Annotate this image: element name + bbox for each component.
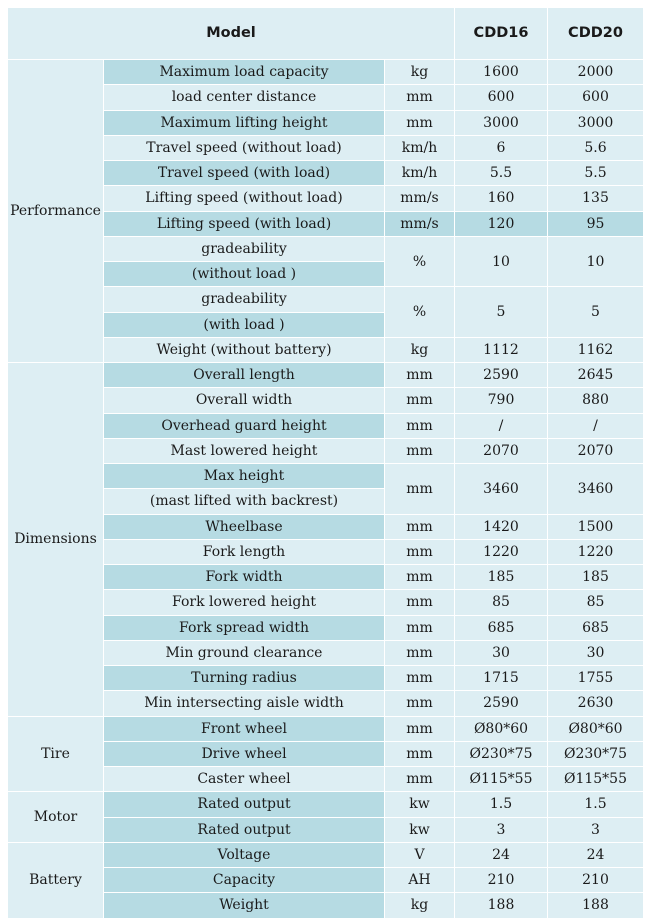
row-value-cdd16: 3460 bbox=[455, 464, 548, 515]
group-dimensions: Dimensions bbox=[8, 363, 104, 717]
table-row bbox=[8, 413, 644, 438]
row-value-cdd20: 135 bbox=[548, 186, 644, 211]
row-value-cdd16: 1715 bbox=[455, 666, 548, 691]
row-value-cdd16: 2070 bbox=[455, 438, 548, 463]
row-label-line1: gradeability bbox=[104, 287, 385, 312]
row-unit: kw bbox=[385, 817, 455, 842]
row-value-cdd16: 1112 bbox=[455, 337, 548, 362]
row-unit: mm bbox=[385, 666, 455, 691]
row-value-cdd20: 2070 bbox=[548, 438, 644, 463]
row-value-cdd20: Ø115*55 bbox=[548, 767, 644, 792]
row-value-cdd20: 95 bbox=[548, 211, 644, 236]
row-unit: mm bbox=[385, 615, 455, 640]
group-tire: Tire bbox=[8, 716, 104, 792]
row-label: Overall length bbox=[104, 363, 385, 388]
row-value-cdd16: 3 bbox=[455, 817, 548, 842]
row-unit: kg bbox=[385, 60, 455, 85]
row-label: Overall width bbox=[104, 388, 385, 413]
row-value-cdd16: 685 bbox=[455, 615, 548, 640]
row-value-cdd16: 120 bbox=[455, 211, 548, 236]
table-row bbox=[8, 590, 644, 615]
row-label: Wheelbase bbox=[104, 514, 385, 539]
table-row bbox=[8, 893, 644, 918]
row-unit: mm bbox=[385, 767, 455, 792]
row-label: Maximum load capacity bbox=[104, 60, 385, 85]
row-value-cdd20: 188 bbox=[548, 893, 644, 918]
row-value-cdd20: 1755 bbox=[548, 666, 644, 691]
row-value-cdd16: 1600 bbox=[455, 60, 548, 85]
table-row bbox=[8, 135, 644, 160]
row-value-cdd20: 5.6 bbox=[548, 135, 644, 160]
group-performance: Performance bbox=[8, 60, 104, 363]
row-unit: mm bbox=[385, 85, 455, 110]
row-label: Travel speed (with load) bbox=[104, 161, 385, 186]
row-label: Rated output bbox=[104, 792, 385, 817]
row-label: Fork lowered height bbox=[104, 590, 385, 615]
row-value-cdd16: 1.5 bbox=[455, 792, 548, 817]
table-row bbox=[8, 211, 644, 236]
row-value-cdd16: 790 bbox=[455, 388, 548, 413]
row-value-cdd16: 3000 bbox=[455, 110, 548, 135]
spec-table bbox=[7, 7, 644, 919]
row-unit: mm bbox=[385, 539, 455, 564]
row-value-cdd20: 1500 bbox=[548, 514, 644, 539]
row-unit: mm bbox=[385, 438, 455, 463]
row-unit: V bbox=[385, 842, 455, 867]
row-unit: mm bbox=[385, 110, 455, 135]
row-unit: mm bbox=[385, 388, 455, 413]
row-unit: km/h bbox=[385, 135, 455, 160]
row-value-cdd20: 24 bbox=[548, 842, 644, 867]
table-row bbox=[8, 691, 644, 716]
row-value-cdd20: 5 bbox=[548, 287, 644, 338]
row-label: Min ground clearance bbox=[104, 640, 385, 665]
row-unit: kw bbox=[385, 792, 455, 817]
table-row bbox=[8, 539, 644, 564]
row-value-cdd20: 185 bbox=[548, 565, 644, 590]
table-row bbox=[8, 186, 644, 211]
row-label: Caster wheel bbox=[104, 767, 385, 792]
row-unit: mm bbox=[385, 363, 455, 388]
row-unit: % bbox=[385, 236, 455, 287]
table-row bbox=[8, 792, 644, 817]
row-unit: mm bbox=[385, 590, 455, 615]
row-unit: mm/s bbox=[385, 211, 455, 236]
row-value-cdd20: 5.5 bbox=[548, 161, 644, 186]
table-row bbox=[8, 236, 644, 261]
row-value-cdd16: 2590 bbox=[455, 363, 548, 388]
row-unit: AH bbox=[385, 868, 455, 893]
row-label-line1: Max height bbox=[104, 464, 385, 489]
row-label: Voltage bbox=[104, 842, 385, 867]
row-value-cdd20: 3000 bbox=[548, 110, 644, 135]
row-value-cdd20: 600 bbox=[548, 85, 644, 110]
row-value-cdd16: 160 bbox=[455, 186, 548, 211]
row-unit: kg bbox=[385, 893, 455, 918]
row-label: Fork length bbox=[104, 539, 385, 564]
table-row bbox=[8, 363, 644, 388]
row-value-cdd20: 30 bbox=[548, 640, 644, 665]
row-value-cdd16: 1420 bbox=[455, 514, 548, 539]
row-value-cdd20: Ø230*75 bbox=[548, 741, 644, 766]
row-value-cdd16: 188 bbox=[455, 893, 548, 918]
row-value-cdd16: 6 bbox=[455, 135, 548, 160]
row-value-cdd20: Ø80*60 bbox=[548, 716, 644, 741]
row-unit: kg bbox=[385, 337, 455, 362]
row-value-cdd16: 85 bbox=[455, 590, 548, 615]
model-b-header: CDD20 bbox=[548, 8, 644, 60]
table-row bbox=[8, 767, 644, 792]
table-row bbox=[8, 85, 644, 110]
table-row bbox=[8, 817, 644, 842]
table-row bbox=[8, 640, 644, 665]
row-value-cdd16: Ø230*75 bbox=[455, 741, 548, 766]
group-motor: Motor bbox=[8, 792, 104, 843]
row-label: Turning radius bbox=[104, 666, 385, 691]
row-label: Drive wheel bbox=[104, 741, 385, 766]
row-unit: mm bbox=[385, 716, 455, 741]
row-label: Weight bbox=[104, 893, 385, 918]
row-label-line2: (mast lifted with backrest) bbox=[104, 489, 385, 514]
row-value-cdd20: 880 bbox=[548, 388, 644, 413]
row-value-cdd20: 3460 bbox=[548, 464, 644, 515]
row-value-cdd16: 5 bbox=[455, 287, 548, 338]
table-row bbox=[8, 388, 644, 413]
row-value-cdd16: 5.5 bbox=[455, 161, 548, 186]
row-value-cdd20: 85 bbox=[548, 590, 644, 615]
row-value-cdd16: 10 bbox=[455, 236, 548, 287]
row-label: Capacity bbox=[104, 868, 385, 893]
header-row bbox=[8, 8, 644, 60]
table-row bbox=[8, 716, 644, 741]
row-value-cdd16: 30 bbox=[455, 640, 548, 665]
table-row bbox=[8, 666, 644, 691]
row-label: Front wheel bbox=[104, 716, 385, 741]
table-row bbox=[8, 337, 644, 362]
table-row bbox=[8, 615, 644, 640]
table-row bbox=[8, 565, 644, 590]
row-value-cdd16: Ø80*60 bbox=[455, 716, 548, 741]
row-value-cdd16: 185 bbox=[455, 565, 548, 590]
row-value-cdd20: 685 bbox=[548, 615, 644, 640]
row-value-cdd20: 1.5 bbox=[548, 792, 644, 817]
table-row bbox=[8, 110, 644, 135]
table-row bbox=[8, 161, 644, 186]
row-value-cdd16: / bbox=[455, 413, 548, 438]
table-row bbox=[8, 287, 644, 312]
table-row bbox=[8, 868, 644, 893]
row-label: Fork spread width bbox=[104, 615, 385, 640]
row-unit: mm bbox=[385, 691, 455, 716]
row-label: Fork width bbox=[104, 565, 385, 590]
row-label-line1: gradeability bbox=[104, 236, 385, 261]
row-value-cdd20: 2645 bbox=[548, 363, 644, 388]
row-value-cdd16: 210 bbox=[455, 868, 548, 893]
row-value-cdd20: 210 bbox=[548, 868, 644, 893]
row-label: Maximum lifting height bbox=[104, 110, 385, 135]
table-row bbox=[8, 741, 644, 766]
row-label: Travel speed (without load) bbox=[104, 135, 385, 160]
row-value-cdd20: 2000 bbox=[548, 60, 644, 85]
row-unit: mm bbox=[385, 565, 455, 590]
table-row bbox=[8, 438, 644, 463]
row-label: Lifting speed (with load) bbox=[104, 211, 385, 236]
row-unit: mm bbox=[385, 741, 455, 766]
row-unit: mm bbox=[385, 640, 455, 665]
row-label: Min intersecting aisle width bbox=[104, 691, 385, 716]
row-label: Overhead guard height bbox=[104, 413, 385, 438]
row-value-cdd16: Ø115*55 bbox=[455, 767, 548, 792]
row-value-cdd16: 1220 bbox=[455, 539, 548, 564]
row-value-cdd16: 24 bbox=[455, 842, 548, 867]
row-label-line2: (without load ) bbox=[104, 262, 385, 287]
table-row bbox=[8, 842, 644, 867]
row-label: Mast lowered height bbox=[104, 438, 385, 463]
row-unit: % bbox=[385, 287, 455, 338]
row-label: load center distance bbox=[104, 85, 385, 110]
row-value-cdd20: 10 bbox=[548, 236, 644, 287]
row-unit: mm bbox=[385, 464, 455, 515]
group-battery: Battery bbox=[8, 842, 104, 918]
row-label: Weight (without battery) bbox=[104, 337, 385, 362]
row-label: Lifting speed (without load) bbox=[104, 186, 385, 211]
table-row bbox=[8, 60, 644, 85]
table-row bbox=[8, 514, 644, 539]
row-value-cdd20: 1162 bbox=[548, 337, 644, 362]
row-value-cdd20: 3 bbox=[548, 817, 644, 842]
row-value-cdd16: 600 bbox=[455, 85, 548, 110]
row-label: Rated output bbox=[104, 817, 385, 842]
model-a-header: CDD16 bbox=[455, 8, 548, 60]
row-value-cdd20: / bbox=[548, 413, 644, 438]
row-value-cdd16: 2590 bbox=[455, 691, 548, 716]
row-value-cdd20: 1220 bbox=[548, 539, 644, 564]
row-value-cdd20: 2630 bbox=[548, 691, 644, 716]
model-header: Model bbox=[8, 8, 455, 60]
row-label-line2: (with load ) bbox=[104, 312, 385, 337]
row-unit: mm bbox=[385, 514, 455, 539]
row-unit: mm bbox=[385, 413, 455, 438]
table-row bbox=[8, 464, 644, 489]
row-unit: km/h bbox=[385, 161, 455, 186]
row-unit: mm/s bbox=[385, 186, 455, 211]
